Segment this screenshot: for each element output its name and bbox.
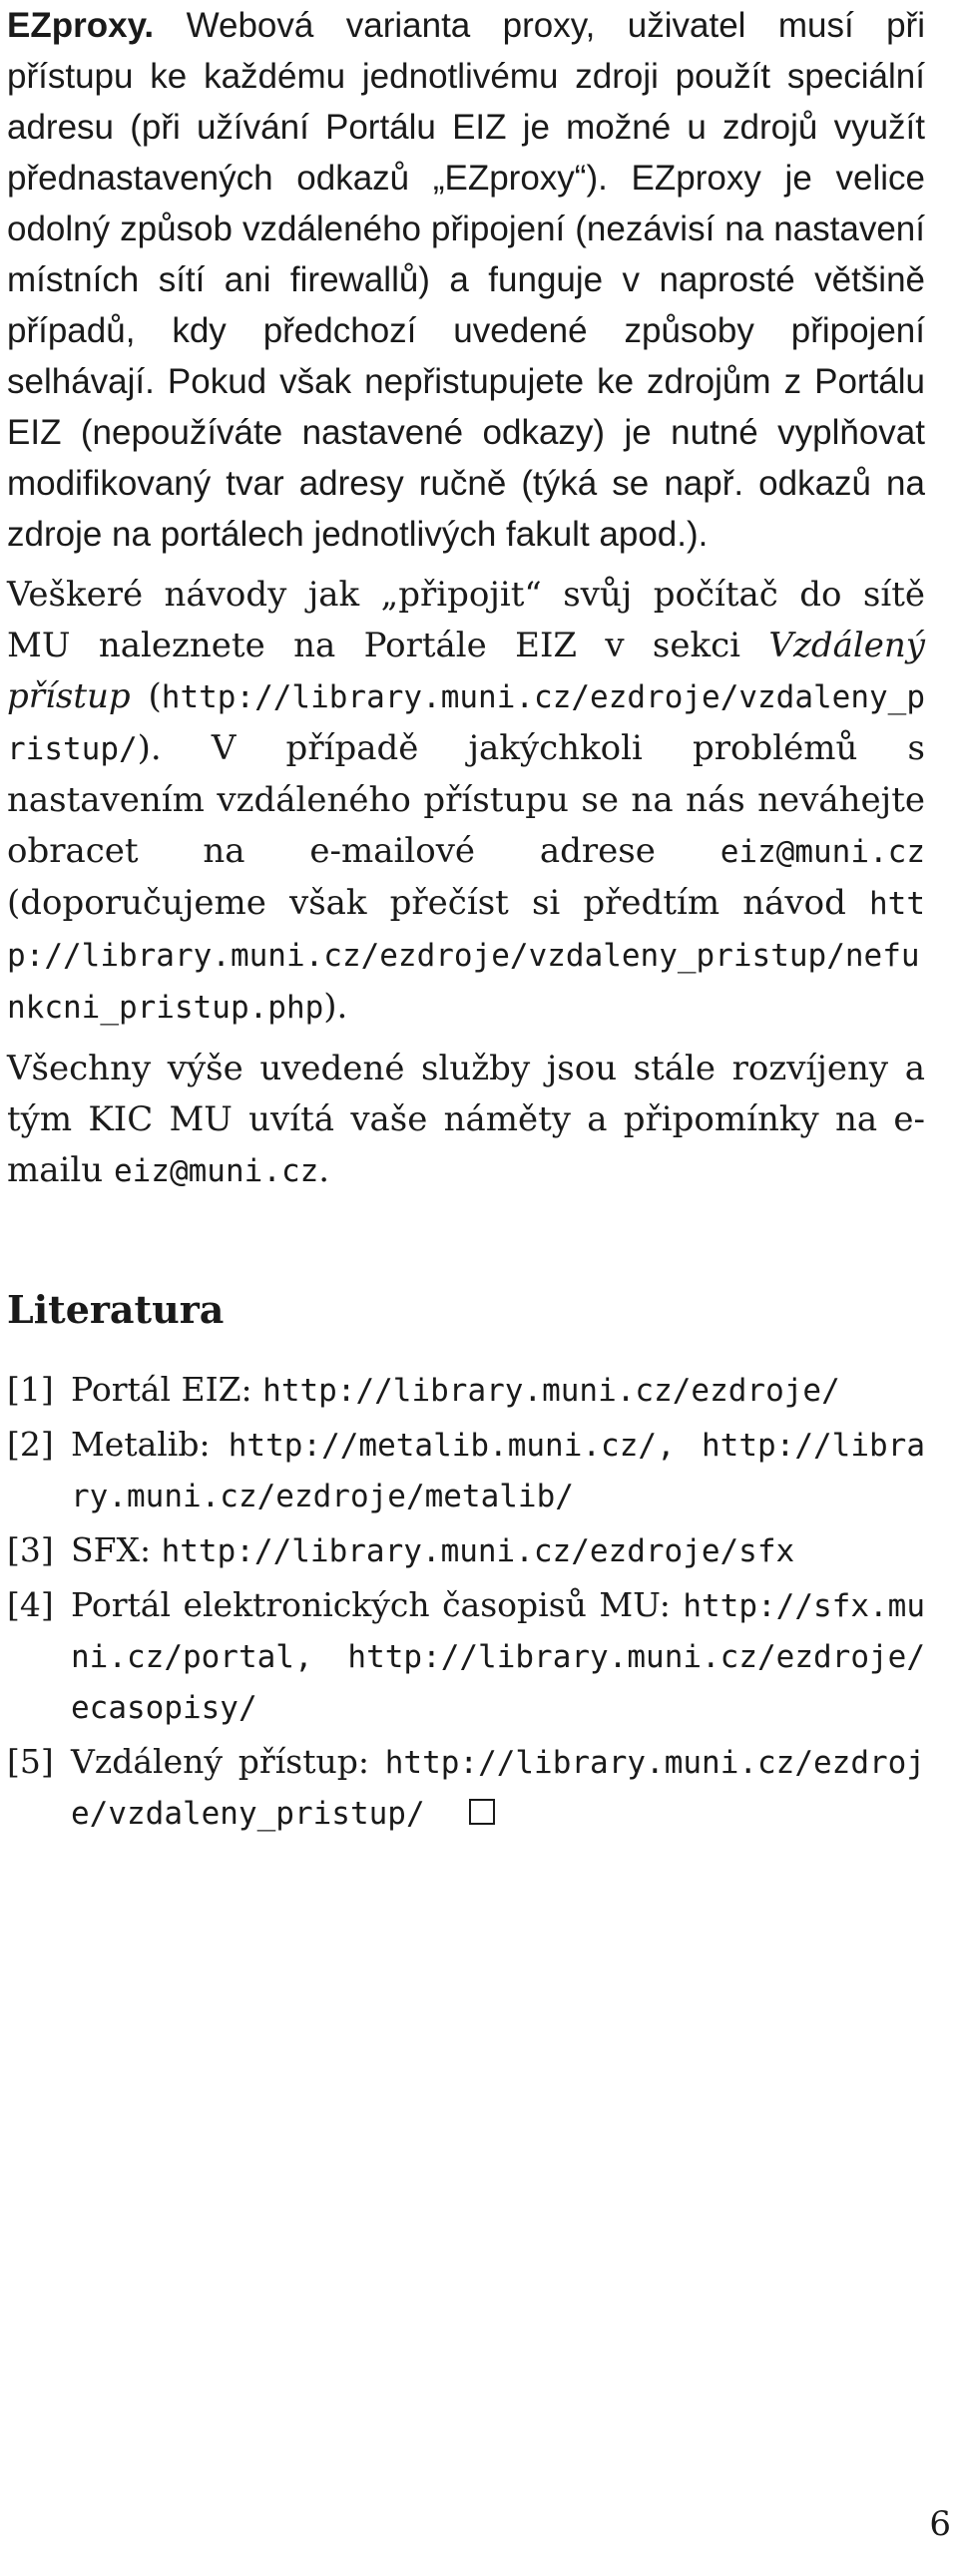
reference-url[interactable]: http://library.muni.cz/ezdroje/ bbox=[262, 1373, 840, 1409]
text-segment: ( bbox=[130, 676, 162, 716]
support-email-link[interactable]: eiz@muni.cz bbox=[719, 834, 925, 870]
text-segment: Veškeré návody jak „připojit“ svůj počítač do sítě MU naleznete na Portále EIZ v sekci bbox=[7, 575, 925, 665]
paragraph-feedback bbox=[7, 1044, 925, 1197]
reference-number: [4] bbox=[7, 1585, 54, 1624]
reference-item bbox=[7, 1737, 925, 1839]
reference-text: Portál elektronických časopisů MU: bbox=[71, 1585, 684, 1624]
reference-body bbox=[71, 1580, 925, 1733]
paragraph-remote-access-guides bbox=[7, 570, 925, 1034]
text-segment: ). V případě jakýchkoli problémů s nastavením vzdáleného přístupu se na nás neváhejte obracet na e-mailové adrese bbox=[7, 728, 925, 871]
reference-item bbox=[7, 1525, 925, 1576]
remote-access-url[interactable]: http://library.muni.cz/ezdroje/vzdaleny_pristup/ bbox=[7, 679, 925, 767]
ezproxy-text: Webová varianta proxy, uživatel musí při přístupu ke každému jednotlivému zdroji použít speciální adresu (při užívání Portálu EIZ je možné u zdrojů využít přednastavených odkazů „EZproxy“). EZproxy je velice odolný způsob vzdáleného připojení (nezávisí na nastavení místních sítí ani firewallů) a funguje v naprosté většině případů, kdy předchozí uvedené způsoby připojení selhávají. Pokud však nepřistupujete ke zdrojům z Portálu EIZ (nepoužíváte nastavené odkazy) je nutné vyplňovat modifikovaný tvar adresy ručně (týká se např. odkazů na zdroje na portálech jednotlivých fakult apod.). bbox=[7, 6, 925, 554]
text-segment: ). bbox=[323, 987, 348, 1027]
text-segment: Všechny výše uvedené služby jsou stále rozvíjeny a tým KIC MU uvítá vaše náměty a připomínky na e-mailu bbox=[7, 1049, 925, 1190]
reference-text: SFX: bbox=[71, 1530, 162, 1569]
end-of-document-square-icon bbox=[469, 1799, 495, 1825]
reference-item bbox=[7, 1420, 925, 1521]
reference-text: Metalib: bbox=[71, 1425, 229, 1464]
troubleshooting-url[interactable]: http://library.muni.cz/ezdroje/vzdaleny_pristup/nefunkcni_pristup.php bbox=[7, 886, 925, 1026]
reference-item bbox=[7, 1365, 925, 1416]
text-segment: . bbox=[318, 1150, 330, 1190]
reference-list bbox=[7, 1365, 925, 1839]
remote-access-section-name: Vzdálený přístup bbox=[7, 626, 925, 716]
reference-text: Vzdálený přístup: bbox=[71, 1742, 385, 1781]
page-number: 6 bbox=[929, 2504, 951, 2544]
reference-body bbox=[71, 1525, 925, 1576]
reference-url[interactable]: http://library.muni.cz/ezdroje/sfx bbox=[161, 1533, 795, 1569]
reference-number: [2] bbox=[7, 1425, 54, 1464]
reference-url[interactable]: http://library.muni.cz/ezdroje/vzdaleny_pristup/ bbox=[71, 1745, 925, 1832]
reference-item bbox=[7, 1580, 925, 1733]
reference-body bbox=[71, 1737, 925, 1839]
reference-url[interactable]: http://sfx.muni.cz/portal, http://library.muni.cz/ezdroje/ecasopisy/ bbox=[71, 1588, 925, 1726]
text-segment: (doporučujeme však přečíst si předtím návod bbox=[7, 883, 869, 923]
paragraph-ezproxy bbox=[7, 0, 925, 560]
reference-text: Portál EIZ: bbox=[71, 1370, 263, 1409]
reference-url[interactable]: http://metalib.muni.cz/, http://library.muni.cz/ezdroje/metalib/ bbox=[71, 1428, 925, 1514]
literature-heading: Literatura bbox=[7, 1287, 225, 1332]
feedback-email-link[interactable]: eiz@muni.cz bbox=[113, 1153, 319, 1189]
reference-number: [5] bbox=[7, 1742, 54, 1781]
reference-number: [3] bbox=[7, 1530, 54, 1569]
reference-body bbox=[71, 1420, 925, 1521]
ezproxy-lead: EZproxy. bbox=[7, 6, 155, 45]
reference-body bbox=[71, 1365, 925, 1416]
reference-number: [1] bbox=[7, 1370, 54, 1409]
